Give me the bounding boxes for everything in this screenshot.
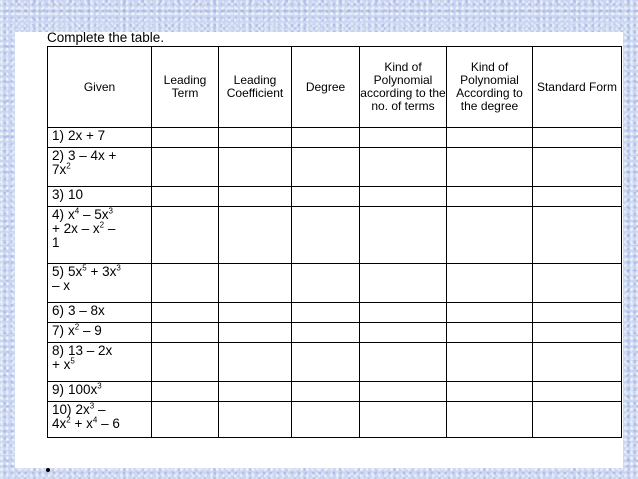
answer-cell-leading-term[interactable] [152, 148, 219, 187]
expression-part: 1 [52, 235, 60, 250]
expression-part: 100x [68, 382, 98, 397]
given-cell [48, 187, 152, 207]
answer-cell-standard-form[interactable] [533, 323, 622, 343]
answer-cell-leading-coefficient[interactable] [219, 303, 292, 323]
answer-cell-kind-by-degree[interactable] [447, 303, 533, 323]
expression-part: 5x [68, 264, 83, 279]
answer-cell-kind-by-degree[interactable] [447, 148, 533, 187]
answer-cell-kind-by-degree[interactable] [447, 264, 533, 303]
exponent: 2 [66, 415, 71, 425]
table-row [48, 382, 622, 402]
expression-part: – [104, 221, 116, 236]
answer-cell-leading-term[interactable] [152, 323, 219, 343]
exponent: 3 [116, 263, 121, 273]
answer-cell-leading-coefficient[interactable] [219, 128, 292, 148]
given-cell [48, 148, 152, 187]
expression-part: + x [70, 416, 93, 431]
answer-cell-degree[interactable] [292, 148, 360, 187]
answer-cell-kind-by-terms[interactable] [360, 323, 447, 343]
answer-cell-kind-by-terms[interactable] [360, 343, 447, 382]
answer-cell-standard-form[interactable] [533, 264, 622, 303]
answer-cell-kind-by-terms[interactable] [360, 207, 447, 264]
answer-cell-leading-coefficient[interactable] [219, 187, 292, 207]
exponent: 2 [99, 220, 105, 230]
column-header-standard-form: Standard Form [533, 47, 622, 128]
answer-cell-kind-by-terms[interactable] [360, 148, 447, 187]
answer-cell-leading-term[interactable] [152, 343, 219, 382]
expression-part: 13 – 2x [68, 343, 113, 358]
answer-cell-leading-term[interactable] [152, 207, 219, 264]
expression-part: + x [52, 357, 71, 372]
column-header-kind-by-terms: Kind of Polynomial according to the no. of terms [360, 47, 447, 128]
exponent: 4 [92, 415, 98, 425]
given-cell [48, 128, 152, 148]
item-number: 8) [52, 343, 65, 358]
answer-cell-standard-form[interactable] [533, 128, 622, 148]
item-number: 3) [52, 187, 65, 202]
given-cell [48, 323, 152, 343]
column-header-leading-coefficient: Leading Coefficient [219, 47, 292, 128]
item-number: 4) [52, 207, 65, 222]
expression-part: + 3x [86, 264, 117, 279]
answer-cell-degree[interactable] [292, 303, 360, 323]
expression-part: x [68, 207, 75, 222]
exponent: 3 [108, 206, 113, 216]
exponent: 3 [97, 381, 102, 391]
instruction-text: Complete the table. [47, 30, 165, 45]
answer-cell-degree[interactable] [292, 187, 360, 207]
answer-cell-leading-coefficient[interactable] [219, 402, 292, 438]
given-cell [48, 343, 152, 382]
expression-part: x [68, 323, 75, 338]
given-cell [48, 402, 152, 438]
answer-cell-kind-by-degree[interactable] [447, 128, 533, 148]
table-row [48, 264, 622, 303]
answer-cell-standard-form[interactable] [533, 187, 622, 207]
answer-cell-standard-form[interactable] [533, 382, 622, 402]
given-cell [48, 207, 152, 264]
exponent: 2 [66, 161, 71, 171]
answer-cell-leading-term[interactable] [152, 303, 219, 323]
table-row [48, 323, 622, 343]
answer-cell-standard-form[interactable] [533, 207, 622, 264]
item-number: 5) [52, 264, 65, 279]
item-number: 9) [52, 382, 65, 397]
answer-cell-kind-by-degree[interactable] [447, 323, 533, 343]
expression-part: 2x [75, 402, 90, 417]
bullet-mark [46, 468, 50, 472]
answer-cell-kind-by-degree[interactable] [447, 187, 533, 207]
table-row [48, 343, 622, 382]
answer-cell-kind-by-degree[interactable] [447, 382, 533, 402]
answer-cell-leading-coefficient[interactable] [219, 264, 292, 303]
answer-cell-leading-term[interactable] [152, 402, 219, 438]
table-row [48, 303, 622, 323]
exponent: 5 [82, 263, 87, 273]
expression-part: 3 – 8x [68, 303, 105, 318]
answer-cell-kind-by-degree[interactable] [447, 402, 533, 438]
answer-cell-kind-by-terms[interactable] [360, 303, 447, 323]
given-cell [48, 303, 152, 323]
table-row [48, 148, 622, 187]
answer-cell-leading-term[interactable] [152, 382, 219, 402]
table-row [48, 128, 622, 148]
answer-cell-leading-coefficient[interactable] [219, 343, 292, 382]
answer-cell-standard-form[interactable] [533, 402, 622, 438]
expression-part: + 2x – x [52, 221, 100, 236]
answer-cell-kind-by-terms[interactable] [360, 264, 447, 303]
answer-cell-degree[interactable] [292, 128, 360, 148]
expression-part: 7x [52, 162, 67, 177]
answer-cell-leading-coefficient[interactable] [219, 323, 292, 343]
expression-part: 4x [52, 416, 67, 431]
answer-cell-leading-coefficient[interactable] [219, 207, 292, 264]
column-header-given: Given [48, 47, 152, 128]
answer-cell-leading-coefficient[interactable] [219, 148, 292, 187]
expression-part: 10 [68, 187, 84, 202]
answer-cell-standard-form[interactable] [533, 343, 622, 382]
worksheet-page [15, 32, 623, 468]
answer-cell-leading-coefficient[interactable] [219, 382, 292, 402]
table-row [48, 207, 622, 264]
given-cell [48, 264, 152, 303]
table-row [48, 402, 622, 438]
item-number: 7) [52, 323, 65, 338]
answer-cell-leading-term[interactable] [152, 264, 219, 303]
expression-part: 2x + 7 [68, 128, 106, 143]
answer-cell-degree[interactable] [292, 264, 360, 303]
answer-cell-leading-term[interactable] [152, 128, 219, 148]
answer-cell-kind-by-terms[interactable] [360, 382, 447, 402]
exponent: 5 [70, 356, 75, 366]
answer-cell-standard-form[interactable] [533, 303, 622, 323]
expression-part: – [94, 402, 106, 417]
expression-part: – 9 [79, 323, 102, 338]
column-header-leading-term: Leading Term [152, 47, 219, 128]
answer-cell-leading-term[interactable] [152, 187, 219, 207]
answer-cell-degree[interactable] [292, 343, 360, 382]
item-number: 6) [52, 303, 65, 318]
item-number: 10) [52, 402, 72, 417]
header-row [48, 47, 622, 128]
column-header-degree: Degree [292, 47, 360, 128]
answer-cell-kind-by-degree[interactable] [447, 207, 533, 264]
answer-cell-kind-by-degree[interactable] [447, 343, 533, 382]
item-number: 2) [52, 148, 65, 163]
answer-cell-degree[interactable] [292, 382, 360, 402]
answer-cell-standard-form[interactable] [533, 148, 622, 187]
expression-part: 3 – 4x + [68, 148, 117, 163]
column-header-kind-by-degree: Kind of Polynomial According to the degree [447, 47, 533, 128]
exponent: 3 [89, 401, 95, 411]
answer-cell-degree[interactable] [292, 402, 360, 438]
answer-cell-kind-by-terms[interactable] [360, 128, 447, 148]
item-number: 1) [52, 128, 65, 143]
answer-cell-kind-by-terms[interactable] [360, 402, 447, 438]
answer-cell-degree[interactable] [292, 323, 360, 343]
exponent: 2 [74, 322, 80, 332]
table-row [48, 187, 622, 207]
answer-cell-degree[interactable] [292, 207, 360, 264]
expression-part: – x [52, 278, 71, 293]
exponent: 4 [74, 206, 80, 216]
expression-part: – 6 [97, 416, 120, 431]
answer-cell-kind-by-terms[interactable] [360, 187, 447, 207]
polynomial-table [47, 46, 622, 438]
expression-part: – 5x [79, 207, 109, 222]
given-cell [48, 382, 152, 402]
